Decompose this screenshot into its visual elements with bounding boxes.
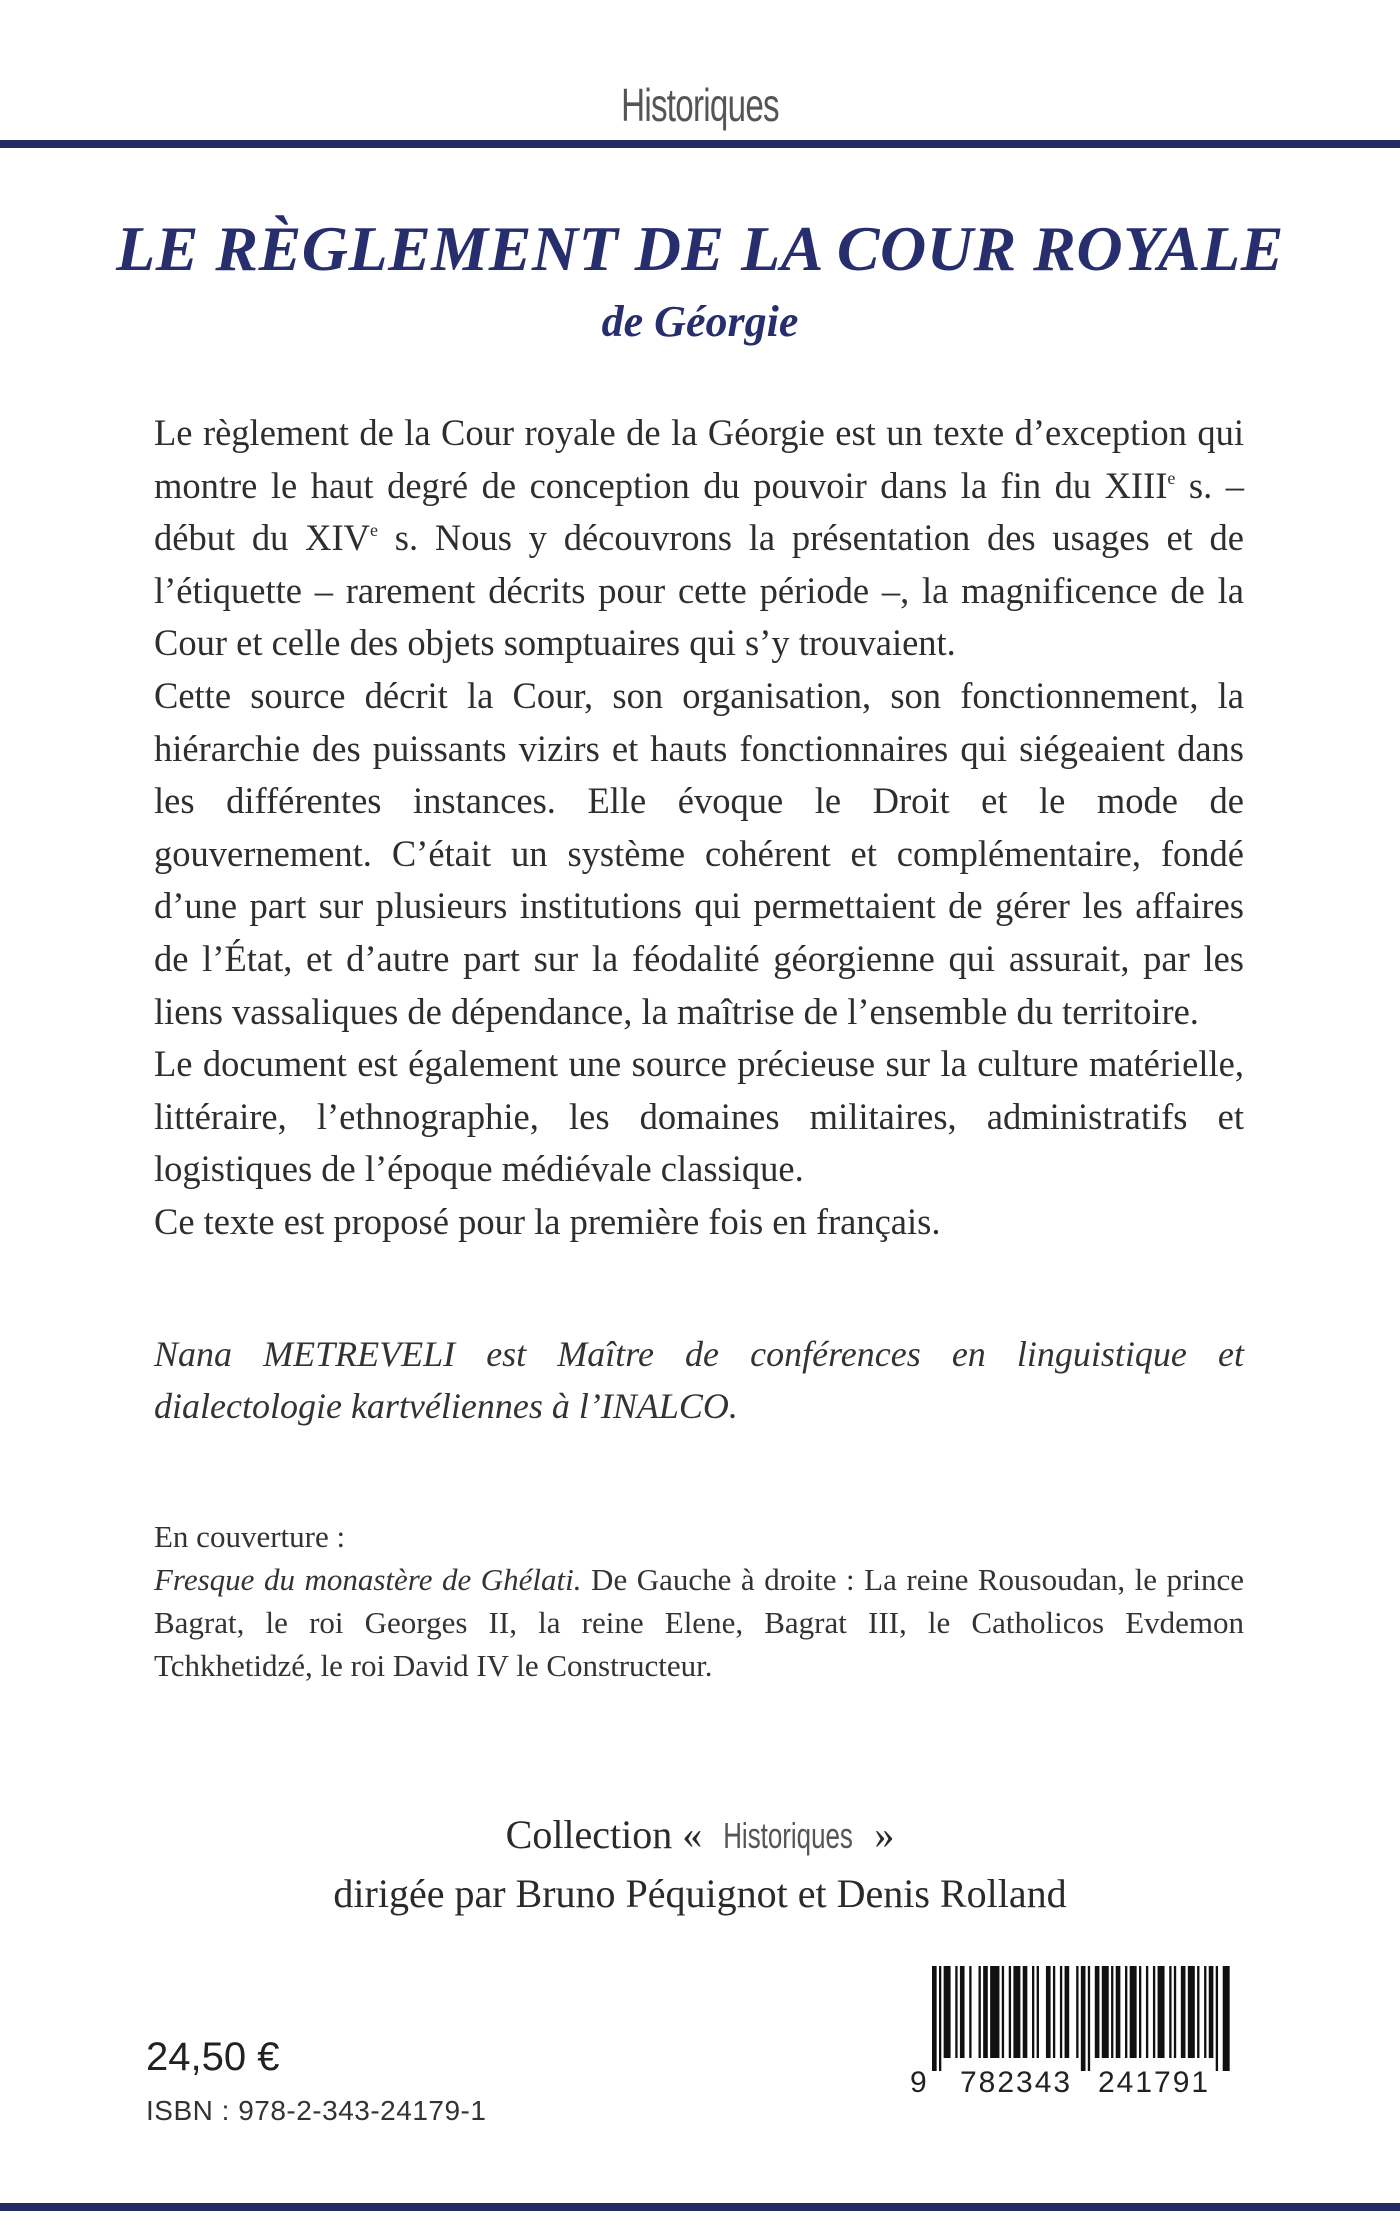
barcode-bar (939, 1966, 941, 2071)
series-logo: Historiques (621, 79, 779, 131)
blurb-paragraph-1: Le règlement de la Cour royale de la Géorgie est un texte d’exception qui montre le haut degré de conception du pouvoir dans la fin du XIIIe s. – début du XIVe s. Nous y découvrons la présentation des usages et de l’étiquette – rarement décrits pour cette période –, la magnificence de la Cour et celle des objets somptuaires qui s’y trouvaient. (154, 412, 1245, 664)
collection-editors: dirigée par Bruno Péquignot et Denis Rolland (333, 1871, 1067, 1916)
barcode-bar (1088, 1966, 1090, 2071)
blurb-paragraph-2: Cette source décrit la Cour, son organisation, son fonctionnement, la hiérarchie des puissants vizirs et hauts fonctionnaires qui siégeaient dans les différentes instances. Elle évoque le Droit et le mode de gouvernement. C’était un système cohérent et complémentaire, fondé d’une part sur plusieurs institutions qui permettaient de gérer les affaires de l’État, et d’autre part sur la féodalité géorgienne qui assurait, par les liens vassaliques de dépendance, la maîtrise de l’ensemble du territoire. (154, 674, 1244, 1032)
barcode-bar (1116, 1966, 1121, 2058)
isbn: ISBN : 978-2-343-24179-1 (146, 2095, 487, 2126)
barcode-bar (960, 1966, 965, 2058)
top-rule (0, 140, 1400, 148)
barcode-bar (1158, 1966, 1165, 2058)
barcode-bar (983, 1966, 988, 2058)
barcode-bar (1076, 1966, 1078, 2058)
barcode-bar (1130, 1966, 1137, 2058)
author-note: Nana METREVELI est Maître de conférences en linguistique et dialectologie kartvéliennes à l’INALCO. (154, 1334, 1244, 1426)
barcode-bar (990, 1966, 999, 2058)
cover-label: En couverture : (154, 1519, 346, 1554)
barcode-bar (979, 1966, 981, 2058)
barcode-bar (1060, 1966, 1062, 2058)
barcode-bar (1053, 1966, 1055, 2058)
blurb-paragraph-4: Ce texte est proposé pour la première fois en français. (154, 1200, 941, 1242)
cover-description: Fresque du monastère de Ghélati. De Gauche à droite : La reine Rousoudan, le prince Bagrat, le roi Georges II, la reine Elene, Bagrat III, le Catholicos Evdemon Tchkhetidzé, le roi David IV le Constructeur. (154, 1562, 1244, 1683)
bottom-rule (0, 2203, 1400, 2211)
barcode-bar (955, 1966, 957, 2058)
cover-credit (154, 1515, 1244, 1687)
barcode-bars (932, 1966, 1232, 2071)
collection-line: Collection « Historiques » (0, 1806, 1400, 1865)
barcode-bar (1023, 1966, 1028, 2058)
barcode-bar (969, 1966, 971, 2058)
blurb (154, 407, 1244, 1249)
price: 24,50 € (146, 2035, 280, 2079)
barcode-bar (1188, 1966, 1195, 2058)
barcode-bar (1169, 1966, 1171, 2058)
barcode-bar (1204, 1966, 1206, 2058)
barcode-bar (1125, 1966, 1127, 2058)
barcode-bar (944, 1966, 951, 2058)
book-title: LE RÈGLEMENT DE LA COUR ROYALE (116, 213, 1284, 284)
barcode-bar (1013, 1966, 1020, 2058)
barcode-bar (1002, 1966, 1004, 2058)
barcode-bar (1081, 1966, 1086, 2071)
barcode-bar (1095, 1966, 1100, 2058)
barcode-bar (1216, 1966, 1218, 2071)
barcode-bar (1209, 1966, 1214, 2058)
barcode-bar (932, 1966, 937, 2071)
barcode-bar (1139, 1966, 1141, 2058)
barcode-bar (1174, 1966, 1176, 2058)
barcode-bar (1037, 1966, 1039, 2058)
barcode-bar (1102, 1966, 1109, 2058)
barcode-bar (1046, 1966, 1051, 2058)
barcode-bar (1181, 1966, 1186, 2058)
barcode-bar (1065, 1966, 1070, 2058)
barcode-bar (1223, 1966, 1230, 2071)
barcode-bar (1153, 1966, 1155, 2058)
barcode-bar (1032, 1966, 1034, 2058)
blurb-paragraph-3: Le document est également une source précieuse sur la culture matérielle, littéraire, l’ethnographie, les domaines militaires, administratifs et logistiques de l’époque médiévale classique. (154, 1043, 1244, 1190)
collection-info (0, 1806, 1400, 1923)
book-subtitle: de Géorgie (601, 297, 799, 346)
collection-logo: Historiques (723, 1815, 854, 1856)
barcode-bar (1111, 1966, 1113, 2058)
barcode-bar (1146, 1966, 1148, 2058)
barcode-bar (1009, 1966, 1011, 2058)
barcode-bar (1197, 1966, 1199, 2058)
barcode: 9 782343 241791 (910, 1966, 1242, 2098)
